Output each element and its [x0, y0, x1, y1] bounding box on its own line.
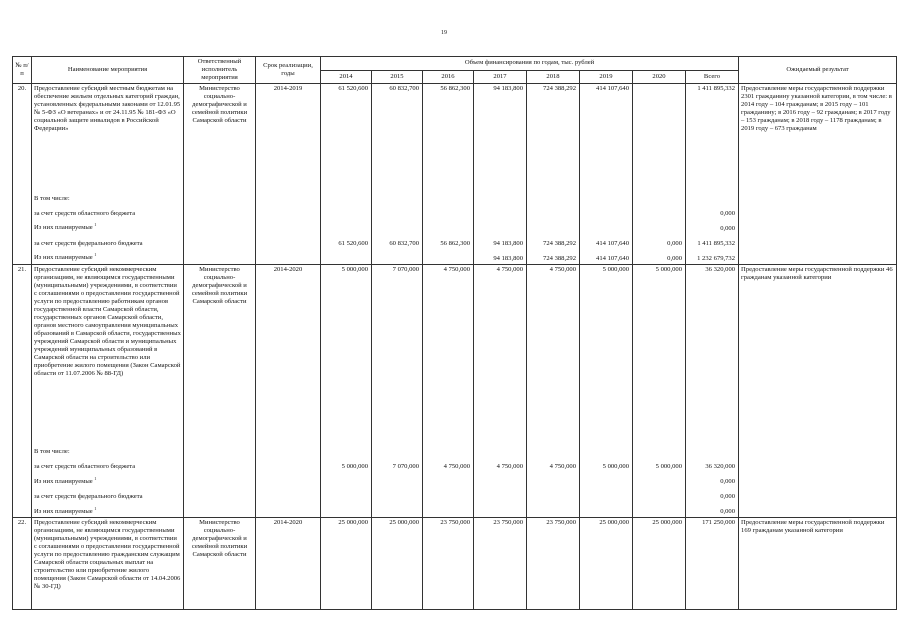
row-value: 4 750,000 — [527, 264, 580, 442]
footnote-mark: 1 — [94, 252, 97, 258]
subrow-value — [321, 219, 372, 234]
subrow-value — [372, 472, 423, 487]
subrow-value: 724 388,292 — [527, 249, 580, 265]
subrow-value — [372, 249, 423, 265]
row-period: 2014-2019 — [256, 84, 321, 265]
row-value: 724 388,292 — [527, 84, 580, 189]
subrow-value — [580, 189, 633, 204]
header-year: 2016 — [423, 70, 474, 84]
row-number: 20. — [13, 84, 32, 265]
subrow-value — [372, 487, 423, 502]
subrow-value — [527, 502, 580, 518]
subrow-value: 0,000 — [686, 219, 739, 234]
subrow-value: 0,000 — [686, 204, 739, 219]
table-body — [13, 84, 897, 610]
subrow-label — [32, 249, 184, 265]
row-executor: Министерство социально-демографической и семейной политики Самарской области — [184, 84, 256, 265]
subrow-value — [321, 442, 372, 457]
row-value — [633, 84, 686, 189]
subrow-label-text: Из них планируемые — [34, 478, 93, 486]
row-value: 5 000,000 — [580, 264, 633, 442]
row-value: 56 862,300 — [423, 84, 474, 189]
page-number: 19 — [441, 30, 447, 36]
header-result: Ожидаемый результат — [739, 57, 897, 84]
subrow-value — [580, 487, 633, 502]
subrow-value — [423, 219, 474, 234]
header-year: 2015 — [372, 70, 423, 84]
subrow-label-text: Из них планируемые — [34, 508, 93, 516]
subrow-value — [633, 189, 686, 204]
subrow-value: 724 388,292 — [527, 234, 580, 249]
row-value: 23 750,000 — [527, 518, 580, 610]
subrow-value — [633, 442, 686, 457]
subrow-value: 94 183,800 — [474, 249, 527, 265]
subrow-value — [686, 189, 739, 204]
row-value: 1 411 895,332 — [686, 84, 739, 189]
subrow-value — [423, 442, 474, 457]
header-year: 2014 — [321, 70, 372, 84]
subrow-label-text: за счет средств федерального бюджета — [34, 493, 143, 501]
subrow-value — [474, 442, 527, 457]
subrow-label-text: за счет средств федерального бюджета — [34, 239, 143, 247]
subrow-value — [633, 204, 686, 219]
header-year: 2019 — [580, 70, 633, 84]
subrow-value — [474, 219, 527, 234]
header-year: 2020 — [633, 70, 686, 84]
subrow-value: 0,000 — [686, 472, 739, 487]
subrow-value — [580, 204, 633, 219]
subrow-label-text: Из них планируемые — [34, 224, 93, 232]
subrow-value: 4 750,000 — [423, 457, 474, 472]
subrow-value — [321, 204, 372, 219]
subrow-label-text: Из них планируемые — [34, 254, 93, 262]
subrow-label — [32, 219, 184, 234]
header-executor: Ответственный исполнитель мероприятия — [184, 57, 256, 84]
subrow-value — [321, 487, 372, 502]
subrow-value: 0,000 — [633, 234, 686, 249]
subrow-label — [32, 472, 184, 487]
subrow-value — [474, 472, 527, 487]
subrow-value — [527, 487, 580, 502]
subrow-value — [372, 204, 423, 219]
subrow-value — [423, 189, 474, 204]
subrow-value — [633, 487, 686, 502]
subrow-value: 1 232 679,732 — [686, 249, 739, 265]
header-year: Всего — [686, 70, 739, 84]
subrow-value: 5 000,000 — [321, 457, 372, 472]
subrow-value — [321, 249, 372, 265]
subrow-label-text: за счет средств областного бюджета — [34, 209, 136, 217]
header-period: Срок реализации, годы — [256, 57, 321, 84]
subrow-value: 60 832,700 — [372, 234, 423, 249]
subrow-value: 414 107,640 — [580, 249, 633, 265]
subrow-value — [527, 442, 580, 457]
subrow-value — [372, 442, 423, 457]
row-value: 25 000,000 — [372, 518, 423, 610]
row-name: Предоставление субсидий некоммерческим организациям, не являющимся государственными (муниципальными) учреждениями, в соответствии с соглашениями о предоставлении государственной услуги по предоставлению работникам органов государственной власти Самарской области, государственных органов Самарской области, органов местного самоуправления муниципальных образований в Самарской области, государственных учреждений Самарской области и муниципальных учреждений муниципальных образований в Самарской области на строительство или приобретение жилого помещения (Закон Самарской области от 11.07.2006 № 88-ГД) — [32, 264, 184, 442]
subrow-value — [474, 502, 527, 518]
subrow-value: 36 320,000 — [686, 457, 739, 472]
subrow-value: 0,000 — [633, 249, 686, 265]
table-row — [13, 518, 897, 610]
header-num: № п/п — [13, 57, 32, 84]
subrow-value — [321, 472, 372, 487]
row-executor: Министерство социально-демографической и семейной политики Самарской области — [184, 518, 256, 610]
row-value: 25 000,000 — [633, 518, 686, 610]
row-value: 5 000,000 — [321, 264, 372, 442]
row-value: 7 070,000 — [372, 264, 423, 442]
subrow-value — [423, 487, 474, 502]
row-name: Предоставление субсидий некоммерческим организациям, не являющимся государственными (муниципальными) учреждениями, в соответствии с соглашениями о предоставлении государственной услуги по предоставлению гражданским служащим Самарской области социальных выплат на строительство или приобретение жилого помещения (Закон Самарской области от 14.04.2006 № 30-ГД) — [32, 518, 184, 610]
table-row — [13, 84, 897, 189]
subrow-value: 4 750,000 — [527, 457, 580, 472]
subrow-label — [32, 234, 184, 249]
subrow-label-text: за счет средств областного бюджета — [34, 463, 136, 471]
subrow-label — [32, 204, 184, 219]
subrow-value — [580, 219, 633, 234]
row-number: 21. — [13, 264, 32, 518]
row-value: 23 750,000 — [423, 518, 474, 610]
subrow-value — [474, 189, 527, 204]
table-row — [13, 264, 897, 442]
subrow-value — [474, 487, 527, 502]
subrow-value: 0,000 — [686, 487, 739, 502]
row-period: 2014-2020 — [256, 518, 321, 610]
subrow-value — [372, 502, 423, 518]
subrow-value — [633, 219, 686, 234]
subrow-label — [32, 457, 184, 472]
footnote-mark: 1 — [94, 475, 97, 481]
subrow-label — [32, 487, 184, 502]
subrow-value: 0,000 — [686, 502, 739, 518]
row-result: Предоставление меры государственной поддержки 46 гражданам указанной категории — [739, 264, 897, 518]
header-year: 2017 — [474, 70, 527, 84]
header-name: Наименование мероприятия — [32, 57, 184, 84]
header-funding: Объем финансирования по годам, тыс. рублей — [321, 57, 739, 71]
row-value: 23 750,000 — [474, 518, 527, 610]
row-number: 22. — [13, 518, 32, 610]
subrow-value — [372, 189, 423, 204]
subrow-value: 56 862,300 — [423, 234, 474, 249]
subrow-label — [32, 442, 184, 457]
subrow-value — [580, 442, 633, 457]
subrow-value — [580, 502, 633, 518]
subrow-value — [633, 472, 686, 487]
funding-table — [12, 56, 897, 610]
subrow-value — [423, 472, 474, 487]
row-value: 94 183,800 — [474, 84, 527, 189]
subrow-value: 5 000,000 — [580, 457, 633, 472]
subrow-value — [423, 249, 474, 265]
subrow-label-text: В том числе: — [34, 194, 70, 202]
row-value: 25 000,000 — [580, 518, 633, 610]
row-result: Предоставление меры государственной поддержки 169 гражданам указанной категории — [739, 518, 897, 610]
subrow-value: 1 411 895,332 — [686, 234, 739, 249]
row-name: Предоставление субсидий местным бюджетам на обеспечение жильем отдельных категорий граждан, установленных федеральными законами от 12.01.95 № 5-ФЗ «О ветеранах» и от 24.11.95 № 181-ФЗ «О социальной защите инвалидов в Российской Федерации» — [32, 84, 184, 189]
row-value: 5 000,000 — [633, 264, 686, 442]
subrow-value — [686, 442, 739, 457]
row-value: 60 832,700 — [372, 84, 423, 189]
subrow-value — [527, 204, 580, 219]
subrow-value — [372, 219, 423, 234]
header-year: 2018 — [527, 70, 580, 84]
subrow-value — [633, 502, 686, 518]
subrow-value: 414 107,640 — [580, 234, 633, 249]
subrow-value — [527, 472, 580, 487]
subrow-value: 61 520,600 — [321, 234, 372, 249]
subrow-value: 94 183,800 — [474, 234, 527, 249]
subrow-value — [527, 219, 580, 234]
subrow-value: 5 000,000 — [633, 457, 686, 472]
row-value: 25 000,000 — [321, 518, 372, 610]
subrow-value — [527, 189, 580, 204]
row-result: Предоставление меры государственной поддержки 2301 гражданину указанной категории, в том числе: в 2014 году – 104 гражданам; в 2015 году – 101 гражданину; в 2016 году – 92 гражданам; в 2017 году – 153 гражданам; в 2018 году – 1178 гражданам; в 2019 году – 673 гражданам — [739, 84, 897, 265]
subrow-value — [321, 189, 372, 204]
subrow-value — [474, 204, 527, 219]
row-value: 4 750,000 — [474, 264, 527, 442]
subrow-value — [423, 204, 474, 219]
row-value: 171 250,000 — [686, 518, 739, 610]
subrow-label — [32, 189, 184, 204]
subrow-label-text: В том числе: — [34, 448, 70, 456]
subrow-label — [32, 502, 184, 518]
subrow-value: 7 070,000 — [372, 457, 423, 472]
subrow-value — [423, 502, 474, 518]
row-value: 414 107,640 — [580, 84, 633, 189]
footnote-mark: 1 — [94, 222, 97, 228]
row-value: 61 520,600 — [321, 84, 372, 189]
footnote-mark: 1 — [94, 505, 97, 511]
row-executor: Министерство социально-демографической и семейной политики Самарской области — [184, 264, 256, 518]
subrow-value — [321, 502, 372, 518]
row-value: 4 750,000 — [423, 264, 474, 442]
subrow-value: 4 750,000 — [474, 457, 527, 472]
row-period: 2014-2020 — [256, 264, 321, 518]
row-value: 36 320,000 — [686, 264, 739, 442]
subrow-value — [580, 472, 633, 487]
